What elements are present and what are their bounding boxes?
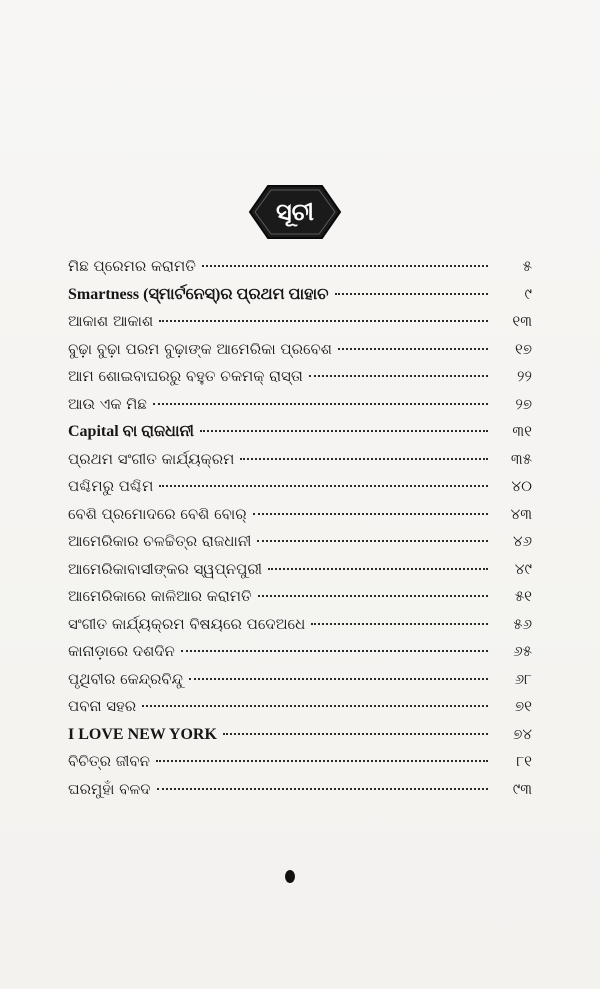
dot-leader <box>311 623 488 625</box>
toc-entry <box>68 587 532 615</box>
toc-entry-page-number: ୫୧ <box>514 587 532 605</box>
toc-entry-page-number: ୧୩ <box>512 312 532 330</box>
toc-entry-title: ଆମେରିକାର ଚଳଚ୍ଚିତ୍ର ରାଜଧାନୀ <box>68 532 252 550</box>
page-dot-ornament <box>285 870 295 883</box>
toc-entry-title: ଘରମୁହାଁ ବଳଦ <box>68 779 151 798</box>
toc-entry <box>68 725 532 753</box>
dot-leader <box>335 293 488 295</box>
dot-leader <box>202 265 488 267</box>
dot-leader <box>189 678 488 680</box>
dot-leader <box>156 760 488 762</box>
toc-entry-page-number: ୬୮ <box>514 669 532 688</box>
dot-leader <box>268 568 488 570</box>
toc-entry <box>68 477 532 505</box>
toc-entry <box>68 312 532 340</box>
dot-leader <box>240 458 488 460</box>
toc-entry-title: ବୁଢ଼ା ବୁଢ଼ା ପରମ ବୁଢ଼ାଙ୍କ ଆମେରିକା ପ୍ରବେଶ <box>68 339 332 358</box>
toc-entry <box>68 340 532 368</box>
toc-entry-page-number: ୨୭ <box>515 394 532 413</box>
toc-entry <box>68 285 532 313</box>
toc-entry-title: ବେଶି ପ୍ରମୋଦରେ ବେଶି ବୋର୍ <box>68 504 247 523</box>
toc-entry-title: ପବନା ସହର <box>68 697 137 715</box>
toc-entry <box>68 532 532 560</box>
dot-leader <box>159 485 488 487</box>
toc-entry <box>68 780 532 808</box>
dot-leader <box>200 430 488 432</box>
dot-leader <box>153 403 488 405</box>
toc-entry <box>68 450 532 478</box>
toc-entry <box>68 257 532 285</box>
dot-leader <box>253 513 488 515</box>
toc-entry-page-number: ୪୦ <box>511 477 532 495</box>
toc-entry-page-number: ୯୩ <box>512 779 532 798</box>
toc-entry-title: ଆଉ ଏକ ମିଛ <box>68 394 147 413</box>
toc-entry-page-number: ୭୧ <box>515 697 532 715</box>
toc-entry <box>68 615 532 643</box>
toc-entry-title: Smartness (ସ୍ମାର୍ଟନେସ୍)ର ପ୍ରଥମ ପାହାଚ <box>68 285 329 303</box>
toc-entry-page-number: ୩୧ <box>512 422 532 440</box>
toc-entry <box>68 697 532 725</box>
toc-entry-page-number: ୩୫ <box>510 449 532 468</box>
toc-entry-title: ଆମ ଶୋଇବାଘରରୁ ବହୁତ ଚକମକ୍ ରାସ୍ତା <box>68 367 303 385</box>
dot-leader <box>142 705 488 707</box>
dot-leader <box>223 733 488 735</box>
dot-leader <box>157 788 488 790</box>
contents-heading: ସୂଚୀ <box>276 198 314 226</box>
dot-leader <box>257 540 488 542</box>
toc-entry-title: ପ୍ରଥମ ସଂଗୀତ କାର୍ଯ୍ୟକ୍ରମ <box>68 449 235 468</box>
toc-entry-page-number: ୪୯ <box>514 559 532 578</box>
toc-entry <box>68 367 532 395</box>
dot-leader <box>258 595 488 597</box>
toc-entry-page-number: ୨୨ <box>517 367 532 385</box>
contents-heading-badge <box>248 184 342 240</box>
toc-entry <box>68 505 532 533</box>
toc-entry-title: ପଶ୍ଚିମରୁ ପଶ୍ଚିମ <box>68 477 154 495</box>
toc-entry-title: ପୃଥିବୀର କେନ୍ଦ୍ରବିନ୍ଦୁ <box>68 669 183 688</box>
dot-leader <box>159 320 488 322</box>
toc-entry-title: ମିଛ ପ୍ରେମର କରାମତି <box>68 257 196 275</box>
dot-leader <box>181 650 488 652</box>
toc-entry-page-number: ୧୭ <box>515 339 532 358</box>
toc-entry-page-number: ୫୬ <box>513 614 532 633</box>
toc-entry-title: Capital ବା ରାଜଧାନୀ <box>68 423 194 440</box>
toc-entry <box>68 752 532 780</box>
toc-entry-title: I LOVE NEW YORK <box>68 725 217 743</box>
toc-entry-page-number: ୪୩ <box>510 504 532 523</box>
toc-entry <box>68 670 532 698</box>
toc-entry <box>68 395 532 423</box>
toc-entry-title: କାନାଡ଼ାରେ ଦଶଦିନ <box>68 642 175 660</box>
toc-entry <box>68 422 532 450</box>
toc-entry <box>68 560 532 588</box>
toc-entry-title: ସଂଗୀତ କାର୍ଯ୍ୟକ୍ରମ ବିଷୟରେ ପଦେଅଧେ <box>68 614 306 633</box>
table-of-contents <box>68 257 532 807</box>
toc-entry-title: ବିଚିତ୍ର ଜୀବନ <box>68 752 150 770</box>
toc-entry-page-number: ୬୫ <box>513 642 532 660</box>
toc-entry-title: ଆମେରିକାବାସୀଙ୍କର ସ୍ୱପ୍ନପୁରୀ <box>68 559 262 578</box>
toc-entry-page-number: ୪୬ <box>512 532 532 550</box>
toc-entry-page-number: ୮୧ <box>516 752 532 770</box>
toc-entry-page-number: ୭୪ <box>513 724 532 743</box>
toc-entry <box>68 642 532 670</box>
dot-leader <box>309 375 488 377</box>
toc-entry-title: ଆମେରିକାରେ କାଳିଆର କରାମତି <box>68 587 252 605</box>
toc-entry-title: ଆକାଶ ଆକାଶ <box>68 312 154 330</box>
toc-entry-page-number: ୯ <box>524 284 532 303</box>
dot-leader <box>338 348 488 350</box>
toc-entry-page-number: ୫ <box>522 257 532 275</box>
